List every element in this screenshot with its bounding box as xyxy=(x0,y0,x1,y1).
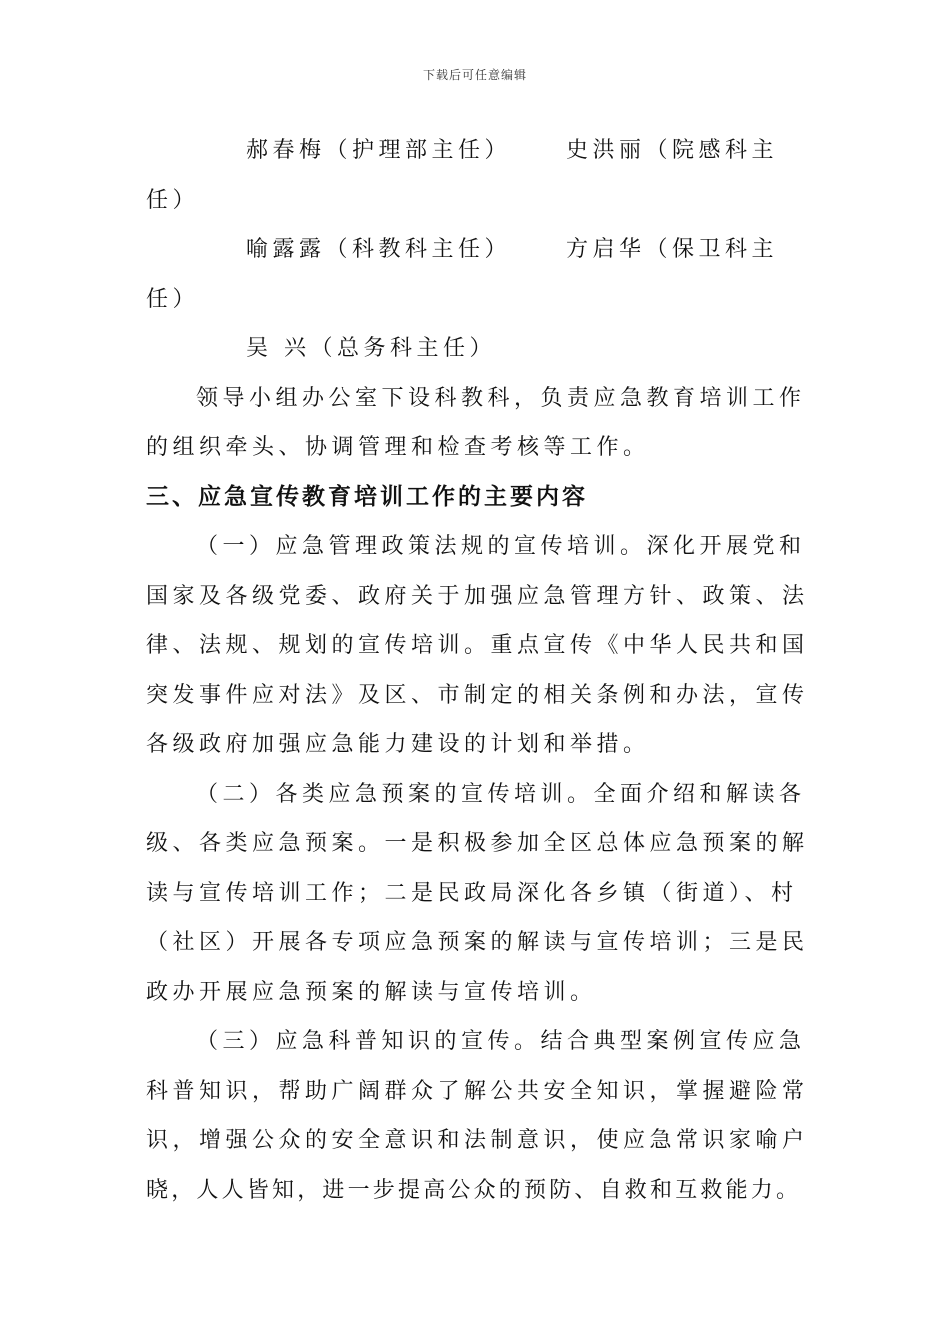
member-wrap: 任） xyxy=(146,187,200,213)
page-header: 下载后可任意编辑 xyxy=(422,68,527,82)
member-row-3: 吴 兴（总务科主任） xyxy=(246,336,496,361)
para3-line: （三）应急科普知识的宣传。结合典型案例宣传应急 xyxy=(196,1029,806,1054)
member-left: 郝春梅（护理部主任） xyxy=(246,138,512,163)
para2-line: 读与宣传培训工作；二是民政局深化各乡镇（街道）、村 xyxy=(146,880,798,906)
member-row-2 xyxy=(146,225,806,275)
para1-line: 各级政府加强应急能力建设的计划和举措。 xyxy=(146,732,650,757)
para3-line: 科普知识，帮助广阔群众了解公共安全知识，掌握避险常 xyxy=(146,1078,809,1104)
para2-line: 级、各类应急预案。一是积极参加全区总体应急预案的解 xyxy=(146,831,809,856)
section-3-heading: 三、应急宣传教育培训工作的主要内容 xyxy=(146,483,588,510)
member-wrap: 任） xyxy=(146,286,200,312)
para2-line: （社区）开展各专项应急预案的解读与宣传培训；三是民 xyxy=(146,930,809,955)
para1-line: 律、法规、规划的宣传培训。重点宣传《中华人民共和国 xyxy=(146,633,809,658)
para3-line: 晓，人人皆知，进一步提高公众的预防、自救和互救能力。 xyxy=(146,1177,802,1203)
office-line-1: 领导小组办公室下设科教科，负责应急教育培训工作 xyxy=(196,385,806,411)
member-right: 史洪丽（院感科主 xyxy=(566,138,779,163)
para3-line: 识，增强公众的安全意识和法制意识，使应急常识家喻户 xyxy=(146,1128,809,1153)
para1-line: （一）应急管理政策法规的宣传培训。深化开展党和 xyxy=(196,534,806,559)
member-row-1 xyxy=(146,126,806,176)
para1-line: 国家及各级党委、政府关于加强应急管理方针、政策、法 xyxy=(146,583,809,609)
para1-line: 突发事件应对法》及区、市制定的相关条例和办法，宣传 xyxy=(146,682,809,708)
office-line-2: 的组织牵头、协调管理和检查考核等工作。 xyxy=(146,435,650,460)
para2-line: （二）各类应急预案的宣传培训。全面介绍和解读各 xyxy=(196,781,806,807)
member-left: 喻露露（科教科主任） xyxy=(246,237,512,262)
document-body xyxy=(146,126,809,1215)
para2-line: 政办开展应急预案的解读与宣传培训。 xyxy=(146,979,597,1005)
member-right: 方启华（保卫科主 xyxy=(566,237,779,262)
